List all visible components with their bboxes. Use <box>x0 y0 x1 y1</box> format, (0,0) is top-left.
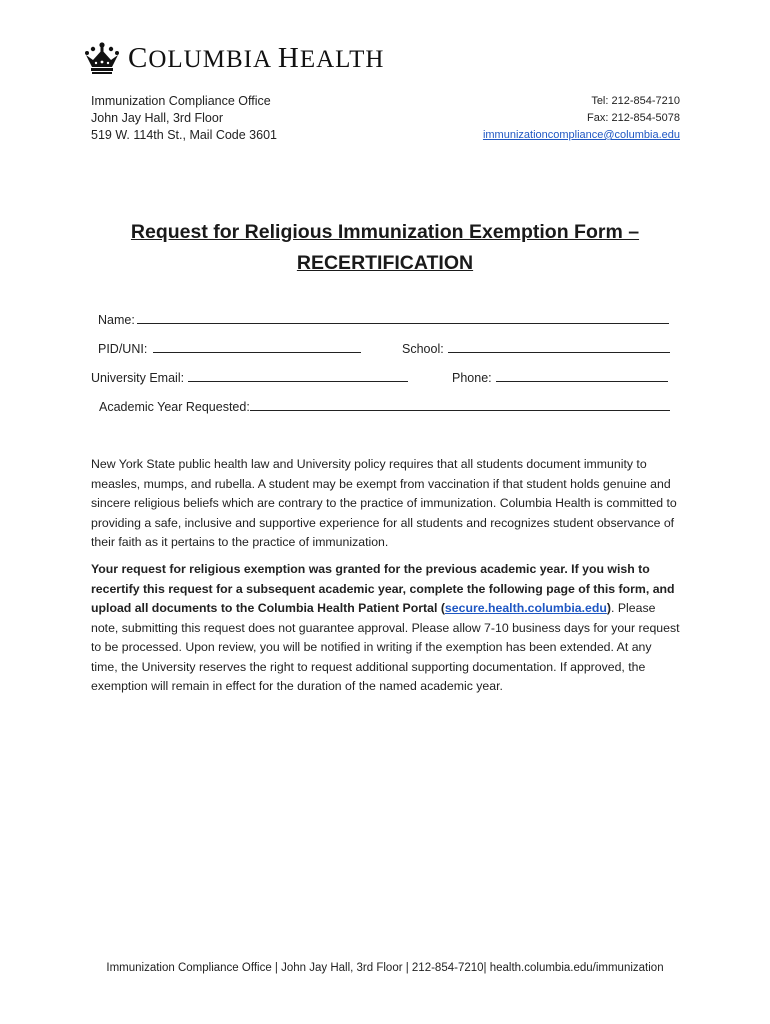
university-email-label: University Email: <box>91 371 185 385</box>
instructions-rest-text: . Please note, submitting this request does not guarantee approval. Please allow 7-10 business days for your request to be processed. Upon review, you will be notified in writing if the exemption has been extended. At any time, the University reserves the right to request additional supporting documentation. If approved, the exemption will remain in effect for the duration of the named academic year. <box>91 601 680 693</box>
form-title: Request for Religious Immunization Exemption Form – <box>130 221 640 243</box>
page-footer: Immunization Compliance Office | John Jay Hall, 3rd Floor | 212-854-7210| health.columbia.edu/immunization <box>106 962 664 974</box>
phone-label: Phone: <box>452 371 492 385</box>
academic-year-label: Academic Year Requested: <box>99 400 250 414</box>
telephone: Tel: 212-854-7210 <box>591 95 680 107</box>
office-address <box>91 93 277 144</box>
address-line: John Jay Hall, 3rd Floor <box>91 111 224 125</box>
academic-year-input-line[interactable] <box>250 398 670 411</box>
name-field[interactable] <box>98 311 669 327</box>
school-label: School: <box>402 342 444 356</box>
email-link[interactable]: immunizationcompliance@columbia.edu <box>482 129 680 141</box>
instructions-bold-close: ) <box>606 601 611 615</box>
form-subtitle: RECERTIFICATION <box>296 252 474 274</box>
crown-icon <box>84 41 120 75</box>
logo-wordmark: COLUMBIA HEALTH <box>128 41 385 74</box>
fax: Fax: 212-854-5078 <box>587 112 680 124</box>
columbia-health-logo <box>84 40 384 76</box>
school-input-line[interactable] <box>448 340 670 353</box>
name-label: Name: <box>98 313 135 327</box>
policy-paragraph: New York State public health law and University policy requires that all students document immunity to measles, mumps, and rubella. A student may be exempt from vaccination if that student holds genuine and sincere religious beliefs which are contrary to the practice of immunization. Columbia Health is committed to providing a safe, inclusive and supportive experience for all students and recognizes student observance of their faith as it pertains to the practice of immunization. <box>91 457 677 549</box>
patient-portal-link[interactable]: secure.health.columbia.edu <box>444 601 607 615</box>
instructions-paragraph <box>91 560 681 697</box>
name-input-line[interactable] <box>137 311 669 324</box>
pid-input-line[interactable] <box>153 340 361 353</box>
university-email-field[interactable] <box>91 369 408 385</box>
contact-info <box>483 93 680 144</box>
pid-field[interactable] <box>98 340 361 356</box>
phone-field[interactable] <box>452 369 668 385</box>
academic-year-field[interactable] <box>99 398 670 414</box>
address-line: Immunization Compliance Office <box>91 94 271 108</box>
instructions-bold-text: Your request for religious exemption was granted for the previous academic year. If you wish to recertify this request for a subsequent academic year, complete the following page of this form, and upload all documents to the Columbia Health Patient Portal ( <box>91 562 675 615</box>
university-email-input-line[interactable] <box>188 369 408 382</box>
phone-input-line[interactable] <box>496 369 668 382</box>
pid-label: PID/UNI: <box>98 342 148 356</box>
address-line: 519 W. 114th St., Mail Code 3601 <box>91 128 277 142</box>
school-field[interactable] <box>402 340 670 356</box>
